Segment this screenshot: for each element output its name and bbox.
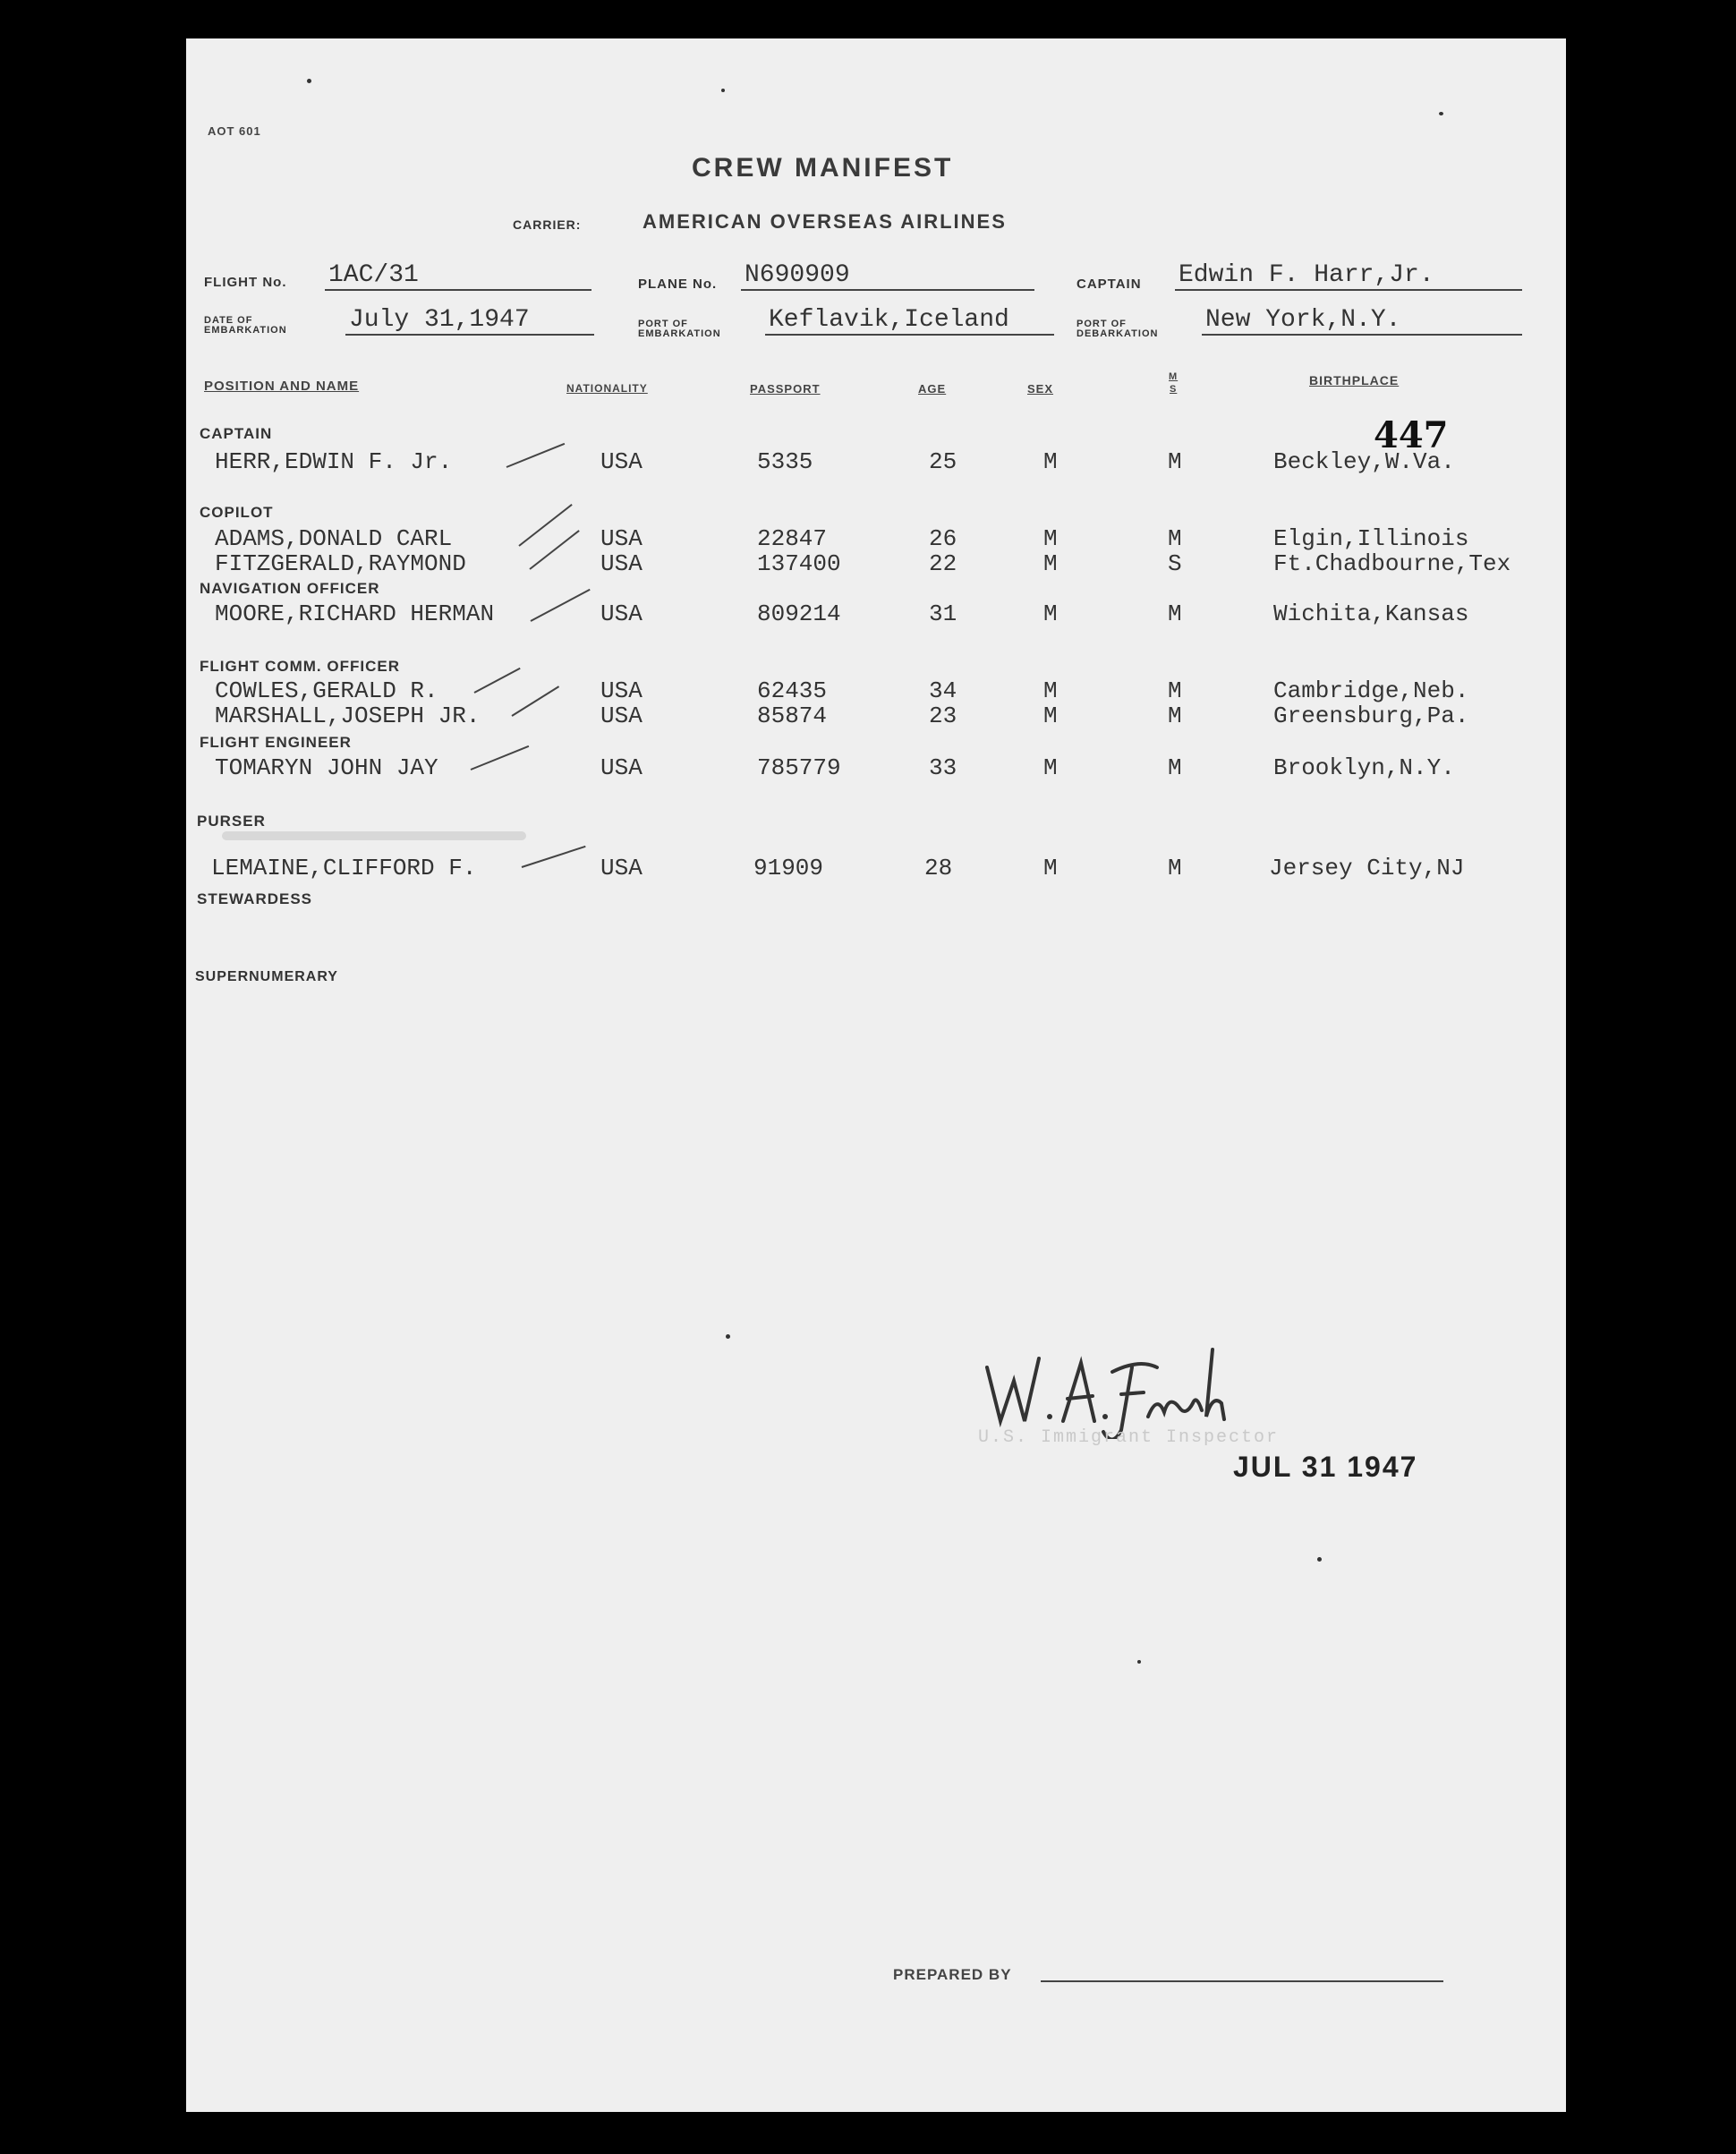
crew-passport: 785779 <box>757 754 841 781</box>
captain-label: CAPTAIN <box>1076 277 1142 292</box>
crew-sex: M <box>1043 754 1058 781</box>
plane-no-label: PLANE No. <box>638 277 718 292</box>
check-mark <box>529 530 579 570</box>
crew-name: FITZGERALD,RAYMOND <box>215 550 466 577</box>
crew-nationality: USA <box>600 525 642 552</box>
crew-nationality: USA <box>600 855 642 881</box>
crew-nationality: USA <box>600 600 642 627</box>
smudge-mark <box>222 831 526 840</box>
crew-birthplace: Beckley,W.Va. <box>1273 448 1455 475</box>
crew-marital: M <box>1168 600 1182 627</box>
captain-value: Edwin F. Harr,Jr. <box>1175 262 1522 291</box>
date-embarkation-label: DATE OF EMBARKATION <box>204 315 287 336</box>
crew-age: 23 <box>929 702 957 729</box>
crew-marital: M <box>1168 754 1182 781</box>
crew-nationality: USA <box>600 754 642 781</box>
inspector-title: U.S. Immigrant Inspector <box>978 1427 1280 1448</box>
section-captain: CAPTAIN <box>200 425 273 442</box>
check-mark <box>511 685 559 717</box>
flight-no-label: FLIGHT No. <box>204 275 287 290</box>
crew-name: COWLES,GERALD R. <box>215 677 438 704</box>
carrier-value: AMERICAN OVERSEAS AIRLINES <box>642 210 1007 233</box>
crew-passport: 91909 <box>753 855 824 881</box>
crew-nationality: USA <box>600 677 642 704</box>
crew-name: HERR,EDWIN F. Jr. <box>215 448 453 475</box>
signature <box>978 1332 1247 1439</box>
crew-sex: M <box>1043 448 1058 475</box>
crew-nationality: USA <box>600 550 642 577</box>
crew-age: 34 <box>929 677 957 704</box>
port-debarkation-value: New York,N.Y. <box>1202 307 1522 336</box>
crew-age: 25 <box>929 448 957 475</box>
section-engineer: FLIGHT ENGINEER <box>200 734 352 751</box>
col-nationality: NATIONALITY <box>566 382 648 395</box>
form-code: AOT 601 <box>208 124 261 138</box>
crew-marital: M <box>1168 702 1182 729</box>
section-navigation: NAVIGATION OFFICER <box>200 580 380 597</box>
manifest-page <box>186 38 1566 2112</box>
scan-speck <box>726 1334 730 1339</box>
crew-nationality: USA <box>600 702 642 729</box>
col-birthplace: BIRTHPLACE <box>1309 373 1400 387</box>
check-mark <box>531 589 591 622</box>
crew-name: ADAMS,DONALD CARL <box>215 525 453 552</box>
section-purser: PURSER <box>197 813 266 830</box>
plane-no-value: N690909 <box>741 262 1034 291</box>
scan-speck <box>1137 1660 1141 1664</box>
scan-speck <box>1439 112 1443 115</box>
port-embarkation-label: PORT OF EMBARKATION <box>638 319 721 339</box>
crew-passport: 137400 <box>757 550 841 577</box>
crew-sex: M <box>1043 702 1058 729</box>
crew-name: TOMARYN JOHN JAY <box>215 754 438 781</box>
scan-speck <box>1317 1557 1322 1562</box>
crew-sex: M <box>1043 600 1058 627</box>
prepared-by-line <box>1041 1980 1443 1982</box>
crew-age: 28 <box>924 855 953 881</box>
crew-sex: M <box>1043 855 1058 881</box>
crew-birthplace: Greensburg,Pa. <box>1273 702 1469 729</box>
port-debarkation-label: PORT OF DEBARKATION <box>1076 319 1159 339</box>
carrier-label: CARRIER: <box>513 217 582 232</box>
crew-marital: M <box>1168 525 1182 552</box>
section-flight-comm: FLIGHT COMM. OFFICER <box>200 658 400 675</box>
crew-name: LEMAINE,CLIFFORD F. <box>211 855 477 881</box>
crew-age: 22 <box>929 550 957 577</box>
crew-sex: M <box>1043 525 1058 552</box>
section-stewardess: STEWARDESS <box>197 890 313 907</box>
prepared-by-label: PREPARED BY <box>893 1966 1012 1983</box>
port-embarkation-value: Keflavik,Iceland <box>765 307 1054 336</box>
col-age: AGE <box>918 382 947 396</box>
check-mark <box>506 443 566 468</box>
crew-marital: M <box>1168 855 1182 881</box>
crew-birthplace: Elgin,Illinois <box>1273 525 1469 552</box>
crew-name: MARSHALL,JOSEPH JR. <box>215 702 481 729</box>
crew-birthplace: Wichita,Kansas <box>1273 600 1469 627</box>
date-embarkation-value: July 31,1947 <box>345 307 594 336</box>
crew-name: MOORE,RICHARD HERMAN <box>215 600 495 627</box>
check-mark <box>474 668 521 694</box>
crew-marital: M <box>1168 677 1182 704</box>
col-sex: SEX <box>1027 382 1054 396</box>
crew-passport: 85874 <box>757 702 828 729</box>
date-stamp: JUL 31 1947 <box>1233 1451 1418 1483</box>
crew-marital: M <box>1168 448 1182 475</box>
crew-birthplace: Jersey City,NJ <box>1269 855 1465 881</box>
page-title: CREW MANIFEST <box>692 153 954 183</box>
crew-marital: S <box>1168 550 1182 577</box>
crew-nationality: USA <box>600 448 642 475</box>
crew-age: 33 <box>929 754 957 781</box>
scan-speck <box>307 79 311 83</box>
check-mark <box>522 846 586 868</box>
col-passport: PASSPORT <box>750 382 821 396</box>
crew-birthplace: Ft.Chadbourne,Tex <box>1273 550 1511 577</box>
crew-passport: 5335 <box>757 448 813 475</box>
crew-passport: 22847 <box>757 525 828 552</box>
col-marital-1: M <box>1169 371 1179 382</box>
crew-age: 26 <box>929 525 957 552</box>
check-mark <box>471 745 530 771</box>
crew-age: 31 <box>929 600 957 627</box>
crew-birthplace: Cambridge,Neb. <box>1273 677 1469 704</box>
section-copilot: COPILOT <box>200 504 274 521</box>
crew-birthplace: Brooklyn,N.Y. <box>1273 754 1455 781</box>
col-position-name: POSITION AND NAME <box>204 379 360 394</box>
scan-speck <box>721 89 725 92</box>
crew-passport: 809214 <box>757 600 841 627</box>
flight-no-value: 1AC/31 <box>325 262 591 291</box>
crew-passport: 62435 <box>757 677 828 704</box>
crew-sex: M <box>1043 550 1058 577</box>
section-supernumerary: SUPERNUMERARY <box>195 969 338 984</box>
crew-sex: M <box>1043 677 1058 704</box>
col-marital-2: S <box>1170 384 1178 395</box>
stamp-number: 447 <box>1374 414 1449 456</box>
